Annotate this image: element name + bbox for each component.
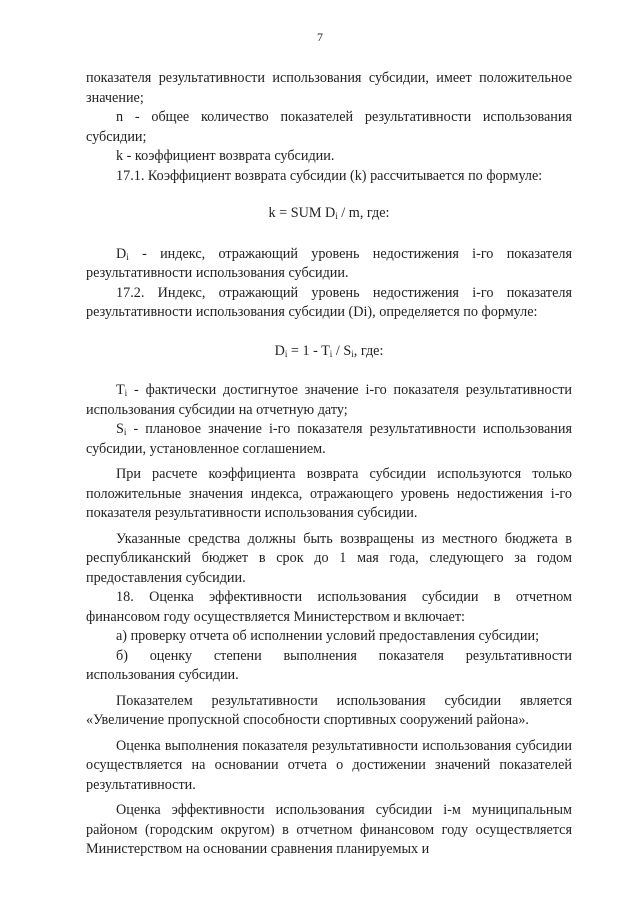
paragraph: б) оценку степени выполнения показателя результативности использования субсидии. <box>86 647 572 683</box>
formula-part: D <box>274 342 285 359</box>
paragraph: Оценка выполнения показателя результативности использования субсидии осуществляется на основании отчета о достижении значений показателей результативности. <box>86 737 572 793</box>
symbol: D <box>116 245 127 262</box>
formula-subscript: i <box>351 348 354 359</box>
formula-subscript: i <box>284 348 288 359</box>
paragraph: k - коэффициент возврата субсидии. <box>116 148 335 164</box>
formula-part: k = SUM D <box>268 205 336 221</box>
paragraph-definition-s <box>86 420 572 459</box>
symbol-subscript: i <box>123 427 127 437</box>
formula-part: = 1 - T <box>287 342 330 359</box>
paragraph-definition-d <box>86 245 572 284</box>
definition-text: - плановое значение i-го показателя результативности использования субсидии, установленное соглашением. <box>86 421 572 457</box>
formula-part: , где: <box>353 342 384 359</box>
paragraph: Указанные средства должны быть возвращены из местного бюджета в республиканский бюджет в срок до 1 мая года, следующего за годом предоставления субсидии. <box>86 530 572 586</box>
paragraph: Показателем результативности использования субсидии является «Увеличение пропускной способности спортивных сооружений района». <box>86 692 572 728</box>
paragraph: показателя результативности использования субсидии, имеет положительное значение; <box>86 70 572 106</box>
paragraph: Оценка эффективности использования субсидии i-м муниципальным районом (городским округом) в отчетном финансовом году осуществляется Министерством на основании сравнения планируемых и <box>86 802 572 857</box>
formula-index <box>86 342 572 362</box>
symbol-subscript: i <box>126 251 129 262</box>
paragraph: При расчете коэффициента возврата субсидии используются только положительные значения индекса, отражающего уровень недостижения i-го показателя результативности использования субсидии. <box>86 466 572 521</box>
paragraph: 18. Оценка эффективности использования субсидии в отчетном финансовом году осуществляется Министерством и включает: <box>86 589 572 625</box>
formula-return-coefficient <box>86 204 572 224</box>
paragraph: а) проверку отчета об исполнении условий предоставления субсидии; <box>116 628 540 644</box>
formula-part: / m, где: <box>337 205 390 221</box>
symbol: S <box>116 421 124 437</box>
symbol: T <box>116 382 125 398</box>
formula-subscript: i <box>329 348 333 359</box>
definition-text: - фактически достигнутое значение i-го показателя результативности использования субсидии на отчетную дату; <box>86 382 572 418</box>
definition-text: - индекс, отражающий уровень недостижения i-го показателя результативности использования субсидии. <box>86 245 572 281</box>
formula-part: / S <box>332 342 352 359</box>
paragraph: 17.2. Индекс, отражающий уровень недостижения i-го показателя результативности использования субсидии (Di), определяется по формуле: <box>86 284 572 320</box>
symbol-subscript: i <box>124 388 128 398</box>
paragraph: 17.1. Коэффициент возврата субсидии (k) рассчитывается по формуле: <box>116 167 543 184</box>
document-body <box>86 69 572 860</box>
page-number: 7 <box>317 30 323 44</box>
paragraph-definition-t <box>86 381 572 420</box>
formula-subscript: i <box>335 211 338 221</box>
paragraph: n - общее количество показателей результативности использования субсидии; <box>86 109 572 145</box>
